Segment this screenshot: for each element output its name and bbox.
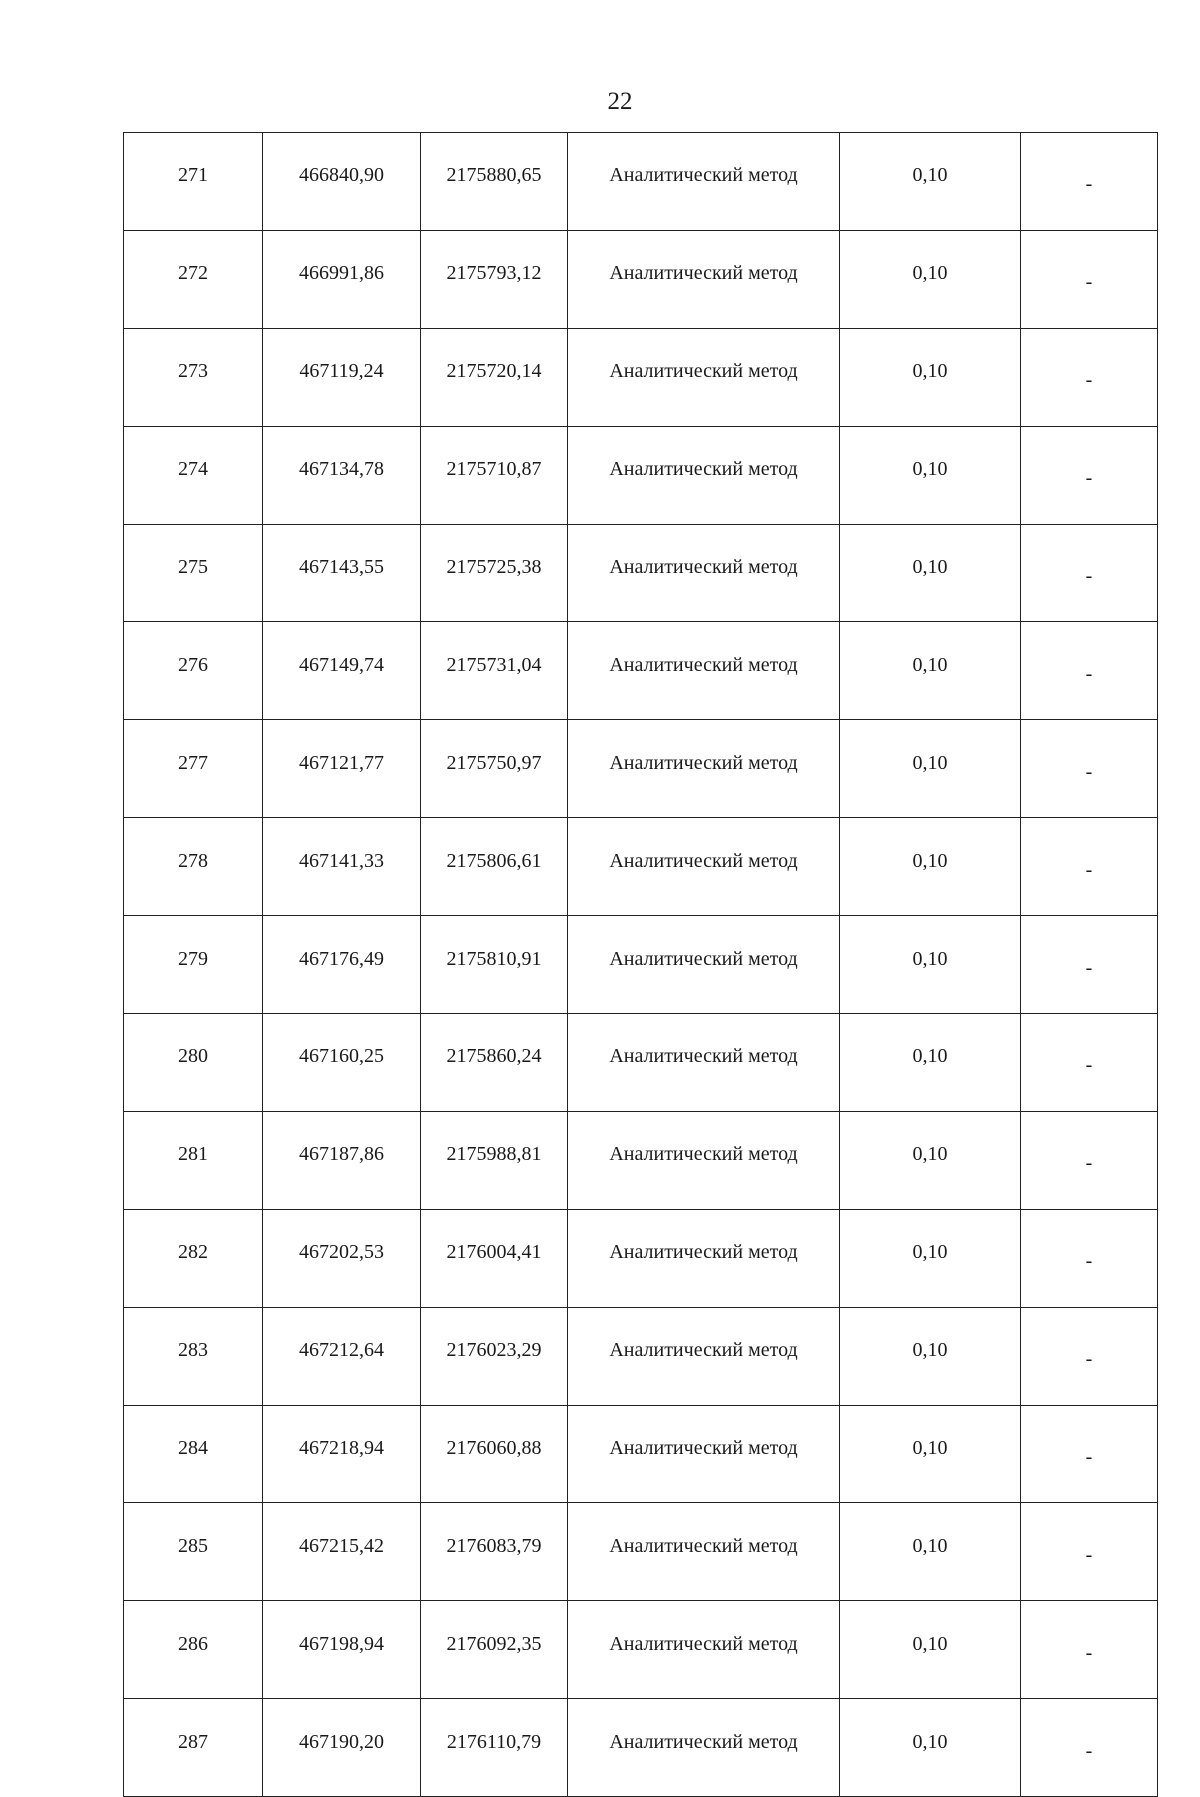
method-cell: Аналитический метод <box>568 1405 840 1503</box>
note-cell: - <box>1021 524 1158 622</box>
accuracy-cell: 0,10 <box>840 1111 1021 1209</box>
table-row <box>124 818 1158 916</box>
coordinates-table-body <box>124 133 1158 1797</box>
point-number-cell: 281 <box>124 1111 263 1209</box>
note-cell: - <box>1021 622 1158 720</box>
point-number-cell: 271 <box>124 133 263 231</box>
note-cell: - <box>1021 1601 1158 1699</box>
method-cell: Аналитический метод <box>568 1014 840 1112</box>
accuracy-cell: 0,10 <box>840 1601 1021 1699</box>
coordinate-y-cell: 2175731,04 <box>421 622 568 720</box>
accuracy-cell: 0,10 <box>840 133 1021 231</box>
accuracy-cell: 0,10 <box>840 1307 1021 1405</box>
table-row <box>124 622 1158 720</box>
table-row <box>124 1014 1158 1112</box>
table-row <box>124 230 1158 328</box>
note-cell: - <box>1021 328 1158 426</box>
table-row <box>124 426 1158 524</box>
accuracy-cell: 0,10 <box>840 622 1021 720</box>
method-cell: Аналитический метод <box>568 1307 840 1405</box>
table-row <box>124 1111 1158 1209</box>
coordinate-x-cell: 467198,94 <box>263 1601 421 1699</box>
coordinate-y-cell: 2175806,61 <box>421 818 568 916</box>
table-row <box>124 1209 1158 1307</box>
coordinates-table <box>123 132 1158 1797</box>
page-number: 22 <box>607 88 633 115</box>
method-cell: Аналитический метод <box>568 230 840 328</box>
method-cell: Аналитический метод <box>568 818 840 916</box>
coordinate-y-cell: 2175988,81 <box>421 1111 568 1209</box>
table-row <box>124 1405 1158 1503</box>
table-row <box>124 1699 1158 1797</box>
table-row <box>124 328 1158 426</box>
note-cell: - <box>1021 426 1158 524</box>
note-cell: - <box>1021 1307 1158 1405</box>
method-cell: Аналитический метод <box>568 133 840 231</box>
point-number-cell: 280 <box>124 1014 263 1112</box>
note-cell: - <box>1021 1503 1158 1601</box>
point-number-cell: 279 <box>124 916 263 1014</box>
accuracy-cell: 0,10 <box>840 328 1021 426</box>
coordinate-y-cell: 2176023,29 <box>421 1307 568 1405</box>
note-cell: - <box>1021 230 1158 328</box>
coordinate-y-cell: 2175750,97 <box>421 720 568 818</box>
coordinate-x-cell: 467187,86 <box>263 1111 421 1209</box>
point-number-cell: 277 <box>124 720 263 818</box>
coordinate-x-cell: 467176,49 <box>263 916 421 1014</box>
coordinate-x-cell: 467202,53 <box>263 1209 421 1307</box>
coordinate-y-cell: 2176083,79 <box>421 1503 568 1601</box>
method-cell: Аналитический метод <box>568 720 840 818</box>
method-cell: Аналитический метод <box>568 622 840 720</box>
note-cell: - <box>1021 1405 1158 1503</box>
point-number-cell: 273 <box>124 328 263 426</box>
coordinate-x-cell: 466991,86 <box>263 230 421 328</box>
table-row <box>124 133 1158 231</box>
coordinate-y-cell: 2175860,24 <box>421 1014 568 1112</box>
point-number-cell: 286 <box>124 1601 263 1699</box>
point-number-cell: 284 <box>124 1405 263 1503</box>
method-cell: Аналитический метод <box>568 1503 840 1601</box>
accuracy-cell: 0,10 <box>840 916 1021 1014</box>
note-cell: - <box>1021 1014 1158 1112</box>
coordinate-x-cell: 467143,55 <box>263 524 421 622</box>
table-row <box>124 524 1158 622</box>
note-cell: - <box>1021 1111 1158 1209</box>
accuracy-cell: 0,10 <box>840 524 1021 622</box>
coordinate-y-cell: 2176092,35 <box>421 1601 568 1699</box>
coordinate-x-cell: 467121,77 <box>263 720 421 818</box>
accuracy-cell: 0,10 <box>840 1209 1021 1307</box>
coordinate-x-cell: 467190,20 <box>263 1699 421 1797</box>
method-cell: Аналитический метод <box>568 426 840 524</box>
accuracy-cell: 0,10 <box>840 720 1021 818</box>
coordinate-x-cell: 467218,94 <box>263 1405 421 1503</box>
coordinate-x-cell: 467134,78 <box>263 426 421 524</box>
coordinate-y-cell: 2175880,65 <box>421 133 568 231</box>
method-cell: Аналитический метод <box>568 328 840 426</box>
coordinate-x-cell: 467160,25 <box>263 1014 421 1112</box>
table-row <box>124 720 1158 818</box>
table-row <box>124 916 1158 1014</box>
note-cell: - <box>1021 818 1158 916</box>
table-row <box>124 1307 1158 1405</box>
accuracy-cell: 0,10 <box>840 818 1021 916</box>
coordinate-x-cell: 467141,33 <box>263 818 421 916</box>
point-number-cell: 285 <box>124 1503 263 1601</box>
coordinate-x-cell: 467149,74 <box>263 622 421 720</box>
note-cell: - <box>1021 720 1158 818</box>
point-number-cell: 282 <box>124 1209 263 1307</box>
point-number-cell: 276 <box>124 622 263 720</box>
coordinate-x-cell: 467119,24 <box>263 328 421 426</box>
table-row <box>124 1503 1158 1601</box>
method-cell: Аналитический метод <box>568 1699 840 1797</box>
note-cell: - <box>1021 916 1158 1014</box>
note-cell: - <box>1021 133 1158 231</box>
coordinate-y-cell: 2175710,87 <box>421 426 568 524</box>
accuracy-cell: 0,10 <box>840 1503 1021 1601</box>
coordinate-y-cell: 2175793,12 <box>421 230 568 328</box>
point-number-cell: 272 <box>124 230 263 328</box>
point-number-cell: 278 <box>124 818 263 916</box>
coordinate-y-cell: 2175720,14 <box>421 328 568 426</box>
coordinate-y-cell: 2176110,79 <box>421 1699 568 1797</box>
note-cell: - <box>1021 1209 1158 1307</box>
coordinate-x-cell: 466840,90 <box>263 133 421 231</box>
coordinate-y-cell: 2176060,88 <box>421 1405 568 1503</box>
coordinate-x-cell: 467212,64 <box>263 1307 421 1405</box>
method-cell: Аналитический метод <box>568 524 840 622</box>
point-number-cell: 274 <box>124 426 263 524</box>
accuracy-cell: 0,10 <box>840 1014 1021 1112</box>
accuracy-cell: 0,10 <box>840 230 1021 328</box>
coordinate-y-cell: 2175810,91 <box>421 916 568 1014</box>
method-cell: Аналитический метод <box>568 1209 840 1307</box>
coordinate-x-cell: 467215,42 <box>263 1503 421 1601</box>
coordinate-y-cell: 2175725,38 <box>421 524 568 622</box>
accuracy-cell: 0,10 <box>840 1699 1021 1797</box>
note-cell: - <box>1021 1699 1158 1797</box>
coordinate-y-cell: 2176004,41 <box>421 1209 568 1307</box>
point-number-cell: 283 <box>124 1307 263 1405</box>
accuracy-cell: 0,10 <box>840 1405 1021 1503</box>
method-cell: Аналитический метод <box>568 916 840 1014</box>
table-row <box>124 1601 1158 1699</box>
point-number-cell: 275 <box>124 524 263 622</box>
method-cell: Аналитический метод <box>568 1601 840 1699</box>
accuracy-cell: 0,10 <box>840 426 1021 524</box>
method-cell: Аналитический метод <box>568 1111 840 1209</box>
point-number-cell: 287 <box>124 1699 263 1797</box>
